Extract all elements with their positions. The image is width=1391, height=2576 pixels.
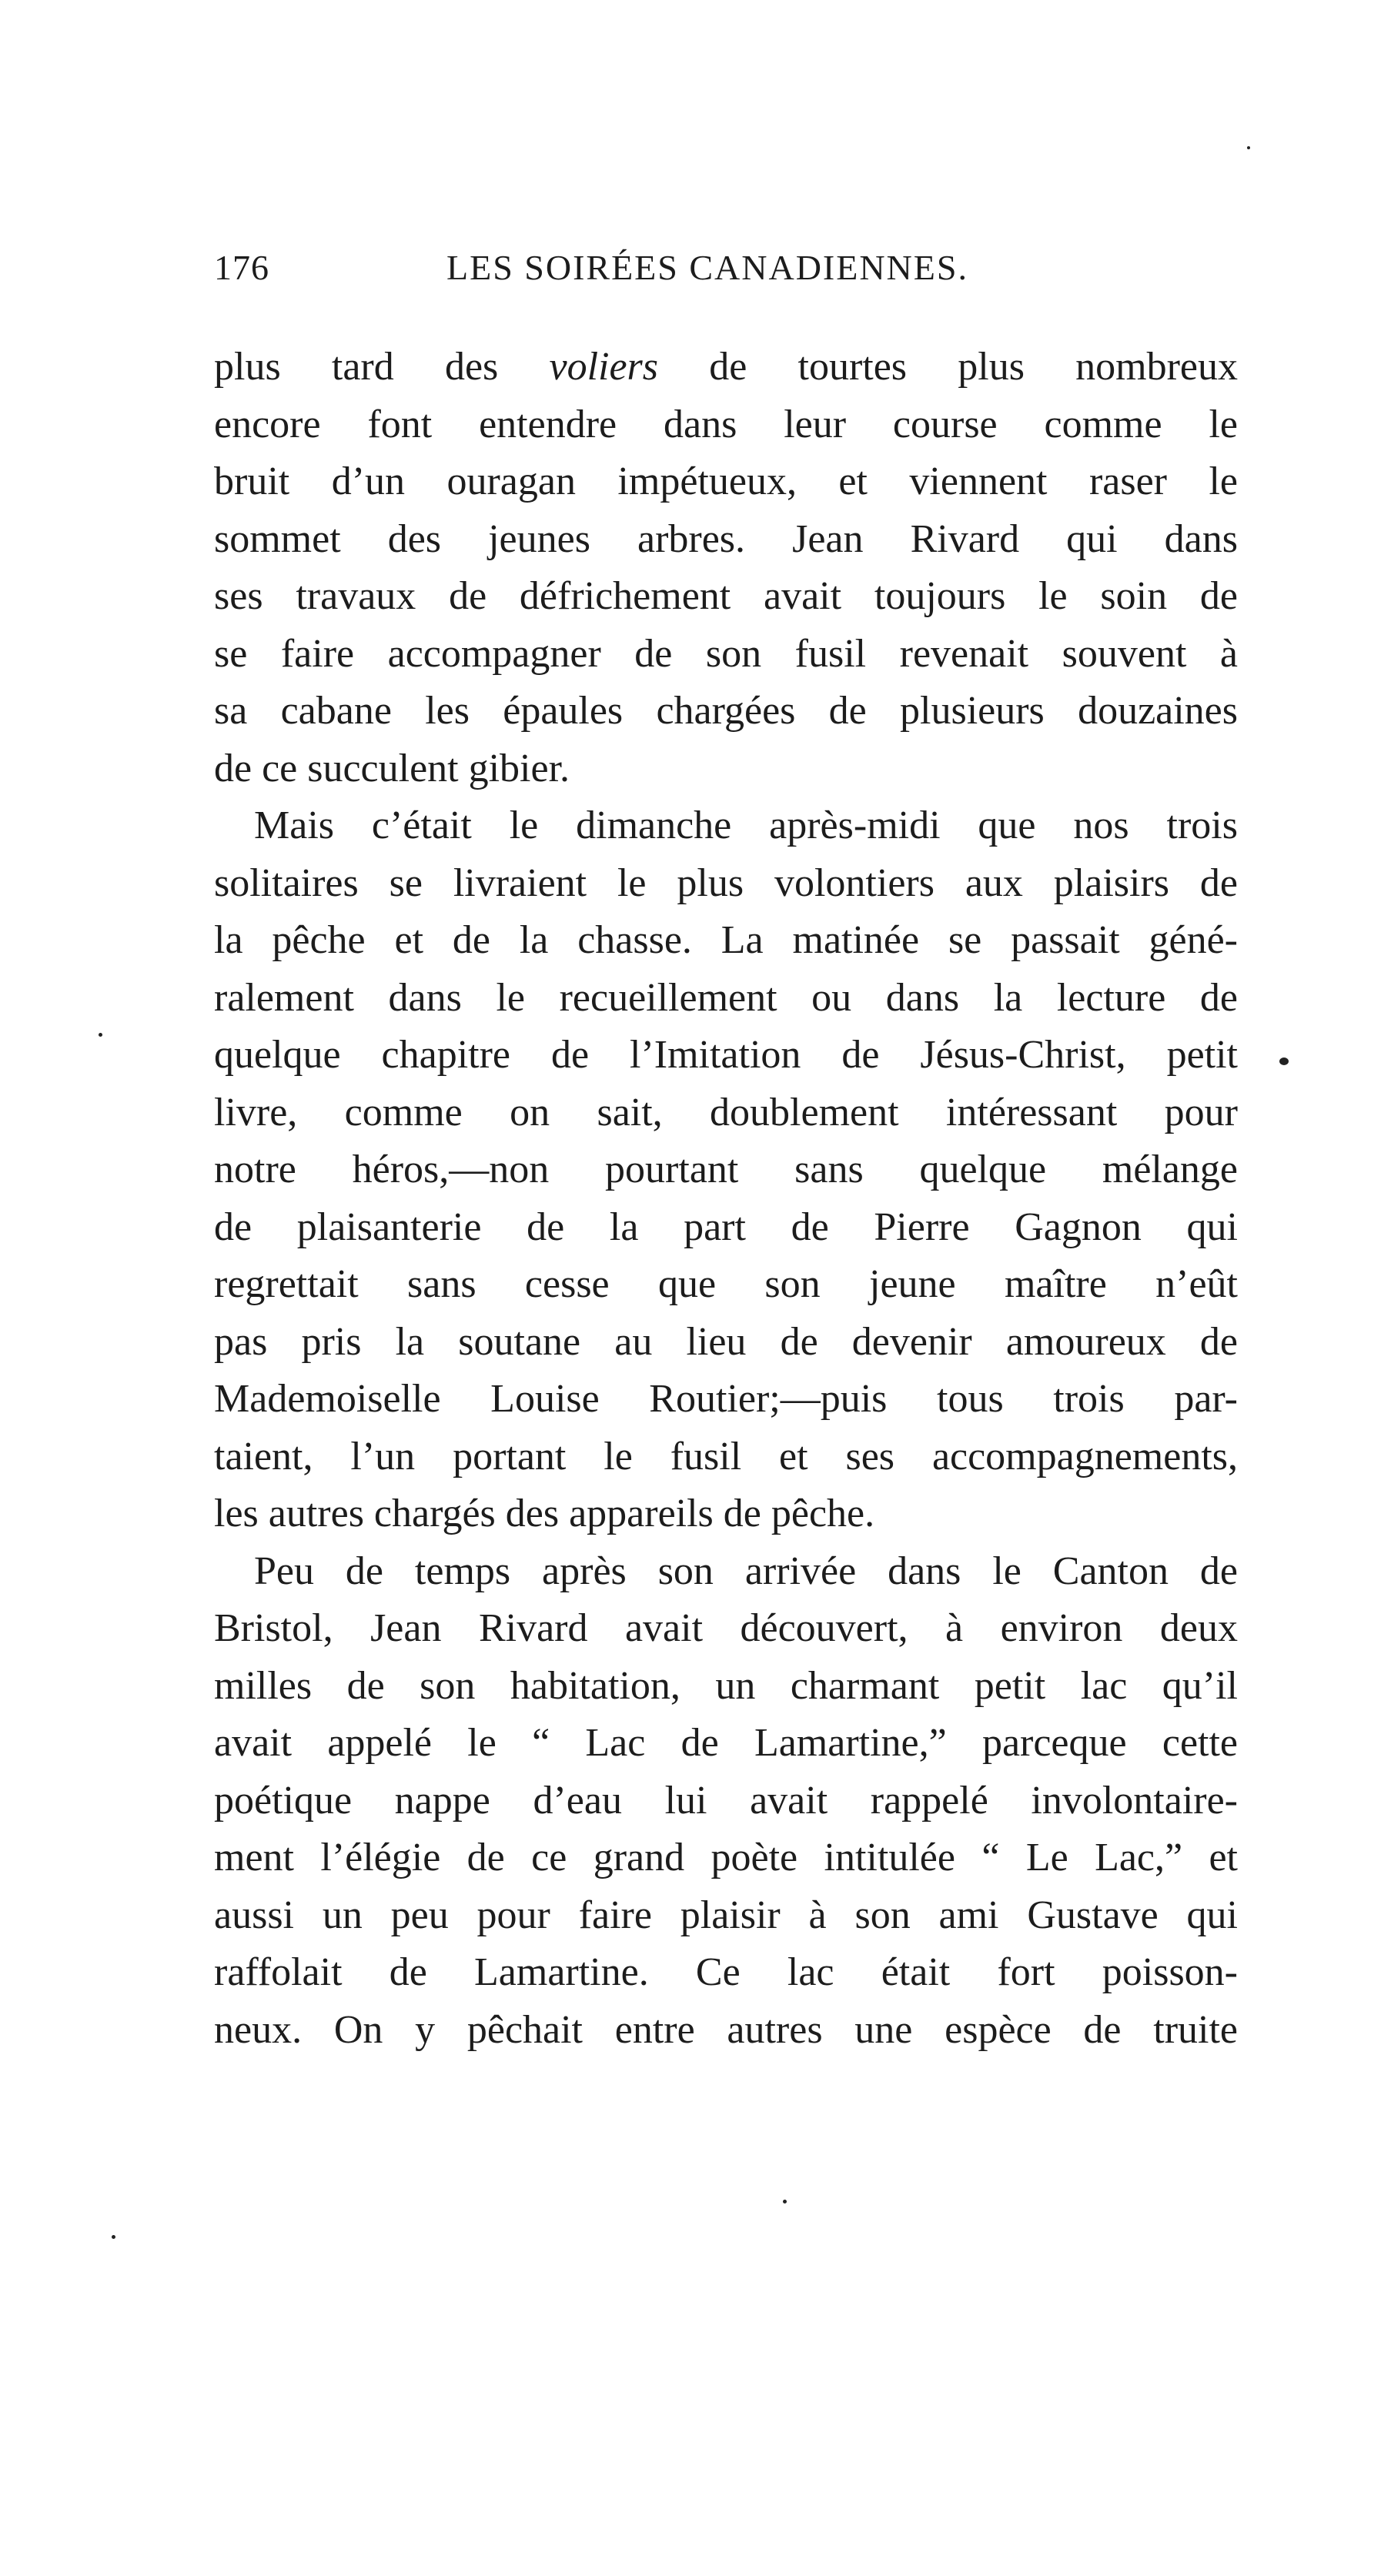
text-line: Mais c’était le dimanche après-midi que nos trois — [254, 804, 1238, 847]
text-line: sommet des jeunes arbres. Jean Rivard qui dans — [214, 516, 1238, 561]
scan-speck — [112, 2235, 115, 2239]
text-line: raffolait de Lamartine. Ce lac était fort poisson- — [214, 1950, 1238, 1994]
text-line: Bristol, Jean Rivard avait découvert, à environ deux — [214, 1606, 1238, 1650]
text-line: ment l’élégie de ce grand poète intitulée “ Le Lac,” et — [214, 1836, 1238, 1879]
text-line: ralement dans le recueillement ou dans la lecture de — [214, 975, 1238, 1020]
text-line: regrettait sans cesse que son jeune maître n’eût — [214, 1262, 1238, 1306]
paragraph — [214, 339, 1238, 797]
text-line: Mademoiselle Louise Routier;—puis tous trois par- — [214, 1377, 1238, 1421]
text-span: plus tard des — [214, 345, 550, 389]
text-line: quelque chapitre de l’Imitation de Jésus-Christ, petit — [214, 1033, 1238, 1077]
text-line: pas pris la soutane au lieu de devenir amoureux de — [214, 1319, 1238, 1364]
text-line: neux. On y pêchait entre autres une espèce de truite — [214, 2007, 1238, 2052]
text-line: encore font entendre dans leur course comme le — [214, 402, 1238, 446]
text-line: avait appelé le “ Lac de Lamartine,” parceque cette — [214, 1721, 1238, 1765]
text-line: la pêche et de la chasse. La matinée se passait géné- — [214, 918, 1238, 962]
page-number: 176 — [214, 248, 269, 287]
text-line: ses travaux de défrichement avait toujours le soin de — [214, 574, 1238, 618]
text-line: se faire accompagner de son fusil revenait souvent à — [214, 631, 1238, 676]
text-line: sa cabane les épaules chargées de plusieurs douzaines — [214, 689, 1238, 733]
scan-speck — [1247, 146, 1250, 149]
text-line: Peu de temps après son arrivée dans le Canton de — [254, 1549, 1238, 1593]
scan-speck — [1279, 1057, 1289, 1065]
text-line: de plaisanterie de la part de Pierre Gagnon qui — [214, 1204, 1238, 1249]
text-line: solitaires se livraient le plus volontiers aux plaisirs de — [214, 860, 1238, 905]
text-line: aussi un peu pour faire plaisir à son ami Gustave qui — [214, 1893, 1238, 1937]
italic-word: voliers — [549, 345, 659, 389]
text-line: les autres chargés des appareils de pêche. — [214, 1492, 875, 1535]
scan-speck — [783, 2200, 787, 2203]
text-line: notre héros,—non pourtant sans quelque mélange — [214, 1148, 1238, 1191]
text-line: livre, comme on sait, doublement intéressant pour — [214, 1090, 1238, 1134]
scan-speck — [99, 1033, 102, 1037]
text-line — [214, 339, 1238, 396]
text-line: bruit d’un ouragan impétueux, et viennent raser le — [214, 459, 1238, 503]
running-title: LES SOIRÉES CANADIENNES. — [446, 248, 968, 287]
body-text — [214, 339, 1238, 2059]
text-line: poétique nappe d’eau lui avait rappelé involontaire- — [214, 1778, 1238, 1823]
text-line: de ce succulent gibier. — [214, 746, 570, 790]
text-line: taient, l’un portant le fusil et ses accompagnements, — [214, 1434, 1238, 1478]
text-span: de tourtes plus nombreux — [658, 345, 1238, 389]
paragraph — [214, 1543, 1238, 2060]
text-line: milles de son habitation, un charmant petit lac qu’il — [214, 1663, 1238, 1708]
paragraph — [214, 797, 1238, 1543]
